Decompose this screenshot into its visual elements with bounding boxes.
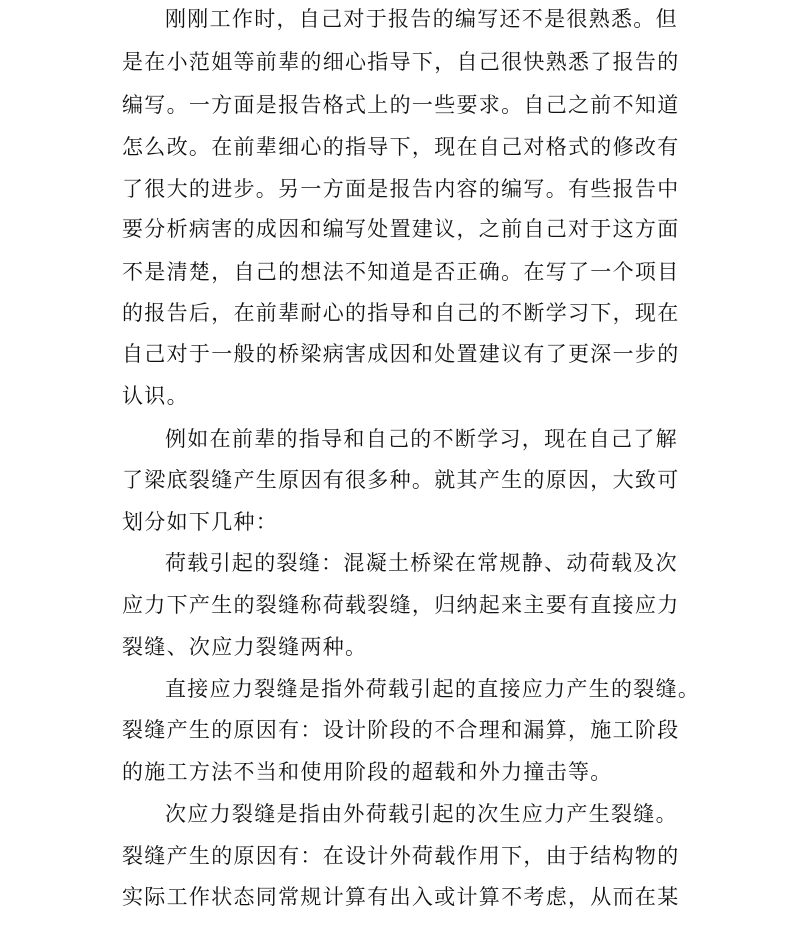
text-line: 的报告后，在前辈耐心的指导和自己的不断学习下，现在 — [122, 301, 680, 325]
text-line: 荷载引起的裂缝：混凝土桥梁在常规静、动荷载及次 — [165, 551, 678, 575]
text-line: 直接应力裂缝是指外荷载引起的直接应力产生的裂缝。 — [165, 677, 701, 701]
text-line: 认识。 — [122, 384, 189, 408]
text-line: 编写。一方面是报告格式上的一些要求。自己之前不知道 — [122, 93, 680, 117]
text-line: 裂缝产生的原因有：设计阶段的不合理和漏算，施工阶段 — [122, 718, 680, 742]
text-line: 了梁底裂缝产生原因有很多种。就其产生的原因，大致可 — [122, 468, 680, 492]
text-line: 自己对于一般的桥梁病害成因和处置建议有了更深一步的 — [122, 342, 680, 366]
text-line: 不是清楚，自己的想法不知道是否正确。在写了一个项目 — [122, 260, 680, 284]
text-line: 裂缝、次应力裂缝两种。 — [122, 635, 368, 659]
text-line: 了很大的进步。另一方面是报告内容的编写。有些报告中 — [122, 177, 680, 201]
text-line: 是在小范姐等前辈的细心指导下，自己很快熟悉了报告的 — [122, 50, 680, 74]
text-line: 刚刚工作时，自己对于报告的编写还不是很熟悉。但 — [165, 7, 678, 31]
text-line: 应力下产生的裂缝称荷载裂缝，归纳起来主要有直接应力 — [122, 593, 680, 617]
text-line: 划分如下几种： — [122, 510, 279, 534]
text-line: 裂缝产生的原因有：在设计外荷载作用下，由于结构物的 — [122, 844, 680, 868]
text-line: 的施工方法不当和使用阶段的超载和外力撞击等。 — [122, 760, 613, 784]
text-line: 要分析病害的成因和编写处置建议，之前自己对于这方面 — [122, 217, 680, 241]
text-line: 怎么改。在前辈细心的指导下，现在自己对格式的修改有 — [122, 135, 680, 159]
text-line: 例如在前辈的指导和自己的不断学习，现在自己了解 — [165, 427, 678, 451]
text-line: 实际工作状态同常规计算有出入或计算不考虑，从而在某 — [122, 885, 680, 909]
text-line: 次应力裂缝是指由外荷载引起的次生应力产生裂缝。 — [165, 802, 678, 826]
